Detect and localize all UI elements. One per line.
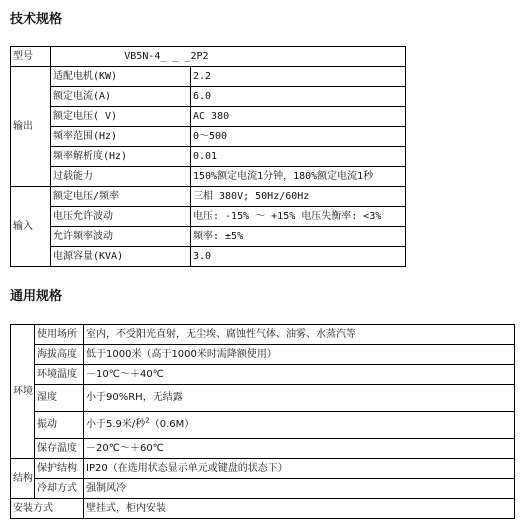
table-row (11, 345, 515, 365)
spec-label: 过载能力 (51, 167, 191, 187)
superscript-exponent: 2 (145, 416, 150, 425)
spec-value (84, 412, 515, 439)
table-row (11, 439, 515, 459)
table-row (11, 67, 406, 87)
spec-value: 室内，不受阳光直射，无尘埃、腐蚀性气体、油雾、水蒸汽等 (84, 325, 515, 345)
table-row (11, 459, 515, 479)
table-row (11, 47, 406, 67)
spec-label: 冷却方式 (35, 479, 84, 499)
spec-label: 额定电压( V) (51, 107, 191, 127)
spec-value: 2.2 (191, 67, 406, 87)
table-row (11, 127, 406, 147)
technical-spec-table (10, 46, 406, 267)
spec-value: －20℃～＋60℃ (84, 439, 515, 459)
table-row (11, 167, 406, 187)
spec-label: 使用场所 (35, 325, 84, 345)
spec-value: 0～500 (191, 127, 406, 147)
spec-label: 环境温度 (35, 365, 84, 385)
spec-label: 电压允许波动 (51, 207, 191, 227)
table-row (11, 325, 515, 345)
table-row (11, 207, 406, 227)
table-row (11, 385, 515, 412)
table-row (11, 247, 406, 267)
vibration-value: 小于5.9米/秒 (86, 419, 146, 430)
spec-label: 海拔高度 (35, 345, 84, 365)
table-row (11, 107, 406, 127)
spec-label: 频率解析度(Hz) (51, 147, 191, 167)
table-row (11, 499, 515, 519)
spec-label: 保护结构 (35, 459, 84, 479)
spec-value: 电压: -15% ～ +15% 电压失衡率: <3% (191, 207, 406, 227)
model-value-prefix: VB5N-4_ _ _ (51, 47, 191, 67)
spec-value: 3.0 (191, 247, 406, 267)
spec-value: 6.0 (191, 87, 406, 107)
general-spec-table (10, 324, 515, 519)
spec-value: 0.01 (191, 147, 406, 167)
spec-value: AC 380 (191, 107, 406, 127)
table-row (11, 187, 406, 207)
spec-label: 电源容量(KVA) (51, 247, 191, 267)
model-value-suffix: 2P2 (191, 47, 406, 67)
spec-label: 频率范围(Hz) (51, 127, 191, 147)
environment-group-label: 环境 (11, 325, 35, 459)
table-row (11, 365, 515, 385)
install-label: 安装方式 (11, 499, 84, 519)
spec-value: 低于1000米（高于1000米时需降额使用） (84, 345, 515, 365)
spec-value: 小于90%RH，无结露 (84, 385, 515, 412)
table-row (11, 227, 406, 247)
table-row (11, 147, 406, 167)
spec-label: 振动 (35, 412, 84, 439)
structure-group-label: 结构 (11, 459, 35, 499)
spec-label: 允许频率波动 (51, 227, 191, 247)
vibration-value-suffix: （0.6M） (149, 419, 195, 430)
install-value: 壁挂式，柜内安装 (84, 499, 515, 519)
spec-value: －10℃～＋40℃ (84, 365, 515, 385)
spec-label: 额定电压/频率 (51, 187, 191, 207)
spec-label: 湿度 (35, 385, 84, 412)
table-row (11, 479, 515, 499)
table-row (11, 87, 406, 107)
spec-value: 150%额定电流1分钟，180%额定电流1秒 (191, 167, 406, 187)
model-label: 型号 (11, 47, 51, 67)
spec-value: 强制风冷 (84, 479, 515, 499)
general-heading: 通用规格 (10, 289, 63, 304)
spec-value: IP20（在选用状态显示单元或键盘的状态下） (84, 459, 515, 479)
spec-label: 保存温度 (35, 439, 84, 459)
input-group-label: 输入 (11, 187, 51, 267)
table-row (11, 412, 515, 439)
spec-label: 额定电流(A) (51, 87, 191, 107)
spec-heading: 技术规格 (10, 12, 63, 27)
output-group-label: 输出 (11, 67, 51, 187)
spec-label: 适配电机(KW) (51, 67, 191, 87)
spec-value: 三相 380V; 50Hz/60Hz (191, 187, 406, 207)
spec-value: 频率: ±5% (191, 227, 406, 247)
